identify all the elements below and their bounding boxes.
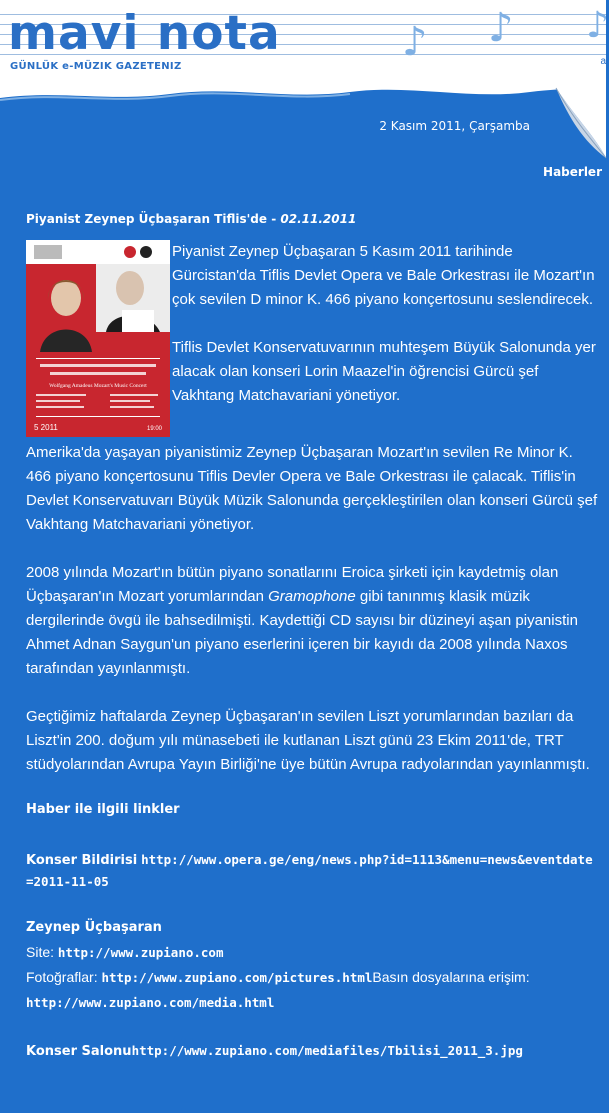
news-article xyxy=(26,211,598,1087)
article-paragraph xyxy=(26,561,598,681)
music-note-icon: ♪ xyxy=(586,5,609,46)
paragraph-text: gibi tanınmış klasik müzik dergilerinde övgü ile bahsedilmişti. Kaydettiği CD sayısı bir düzineyi aşan piyanistin Ahmet Adnan Saygun'un piyano eserlerini içeren bir kayıdı da 2008 yılında Naxos tarafından yayınlanmıştı. xyxy=(26,588,578,677)
site-row xyxy=(26,940,598,965)
photos-link[interactable]: http://www.zupiano.com/pictures.html xyxy=(101,970,373,985)
press-label: Basın dosyalarına erişim: xyxy=(372,969,530,985)
poster-date: 5 2011 xyxy=(34,423,58,432)
paragraph-text: 2008 yılında Mozart'ın bütün piyano sonatlarını Eroica şirketi için kaydetmiş olan Üçbaşaran'ın Mozart yorumlarından xyxy=(26,564,559,605)
article-title xyxy=(26,211,598,227)
tab-news[interactable]: Haberler xyxy=(543,165,602,179)
site-label: Site: xyxy=(26,944,55,960)
article-paragraph: Tiflis Devlet Konservatuvarının muhteşem Büyük Salonunda yer alacak olan konseri Lorin Maazel'in öğrencisi Gürcü şef Vakhtang Matchavariani yönetiyor. xyxy=(172,339,596,404)
magazine-name: Gramophone xyxy=(268,588,356,605)
photos-label: Fotoğraflar: xyxy=(26,969,98,985)
music-note-icon: ♪ xyxy=(488,5,514,51)
site-logo[interactable]: mavi nota xyxy=(8,6,281,61)
current-date: 2 Kasım 2011, Çarşamba xyxy=(379,119,530,133)
hall-link-block xyxy=(26,1039,598,1063)
artist-label: Zeynep Üçbaşaran xyxy=(26,920,162,935)
music-note-icon: ♪ xyxy=(402,19,428,65)
poster-headline: Wolfgang Amadeus Mozart's Music Concert xyxy=(49,383,147,389)
site-link[interactable]: http://www.zupiano.com xyxy=(57,945,224,960)
article-paragraph: Piyanist Zeynep Üçbaşaran 5 Kasım 2011 tarihinde Gürcistan'da Tiflis Devlet Opera ve Bale Orkestrası ile Mozart'ın çok sevilen D minor K. 466 piyano konçertosunu seslendirecek. xyxy=(172,243,595,308)
concert-notice-link[interactable]: http://www.opera.ge/eng/news.php?id=1113&menu=news&eventdate=2011-11-05 xyxy=(26,852,593,889)
poster-time: 19:00 xyxy=(146,426,162,432)
concert-notice-link-block xyxy=(26,849,598,892)
header-corner-letter: a xyxy=(600,56,606,67)
hall-link[interactable]: http://www.zupiano.com/mediafiles/Tbilisi_2011_3.jpg xyxy=(131,1043,523,1058)
press-link[interactable]: http://www.zupiano.com/media.html xyxy=(26,995,275,1010)
photos-row xyxy=(26,965,598,1015)
artist-links-block xyxy=(26,916,598,1015)
related-links-title: Haber ile ilgili linkler xyxy=(26,802,180,817)
article-paragraph: Amerika'da yaşayan piyanistimiz Zeynep Üçbaşaran Mozart'ın sevilen Re Minor K. 466 piyano konçertosunu Tiflis Devler Opera ve Bale Orkestrası ile çalacak. Tiflis'in Devlet Konservatuvarı Büyük Müzik Salonunda gerçekleştirilen olan konseri Gürcü şef Vakhtang Matchavariani yönetiyor. xyxy=(26,444,598,533)
article-date: 02.11.2011 xyxy=(280,212,357,226)
hall-label: Konser Salonu xyxy=(26,1044,132,1059)
concert-poster-image[interactable] xyxy=(26,240,170,437)
poster-graphic xyxy=(26,240,170,437)
concert-notice-label: Konser Bildirisi xyxy=(26,853,138,868)
article-title-text: Piyanist Zeynep Üçbaşaran Tiflis'de - xyxy=(26,212,281,226)
site-tagline: GÜNLÜK e-MÜZIK GAZETENIZ xyxy=(10,61,182,72)
article-paragraph: Geçtiğimiz haftalarda Zeynep Üçbaşaran'ın sevilen Liszt yorumlarından bazıları da Liszt'in 200. doğum yılı münasebeti ile kutlanan Liszt günü 23 Ekim 2011'de, TRT stüdyolarından Avrupa Yayın Birliği'ne üye bütün Avrupa radyolarından yayınlanmıştı. xyxy=(26,708,590,773)
